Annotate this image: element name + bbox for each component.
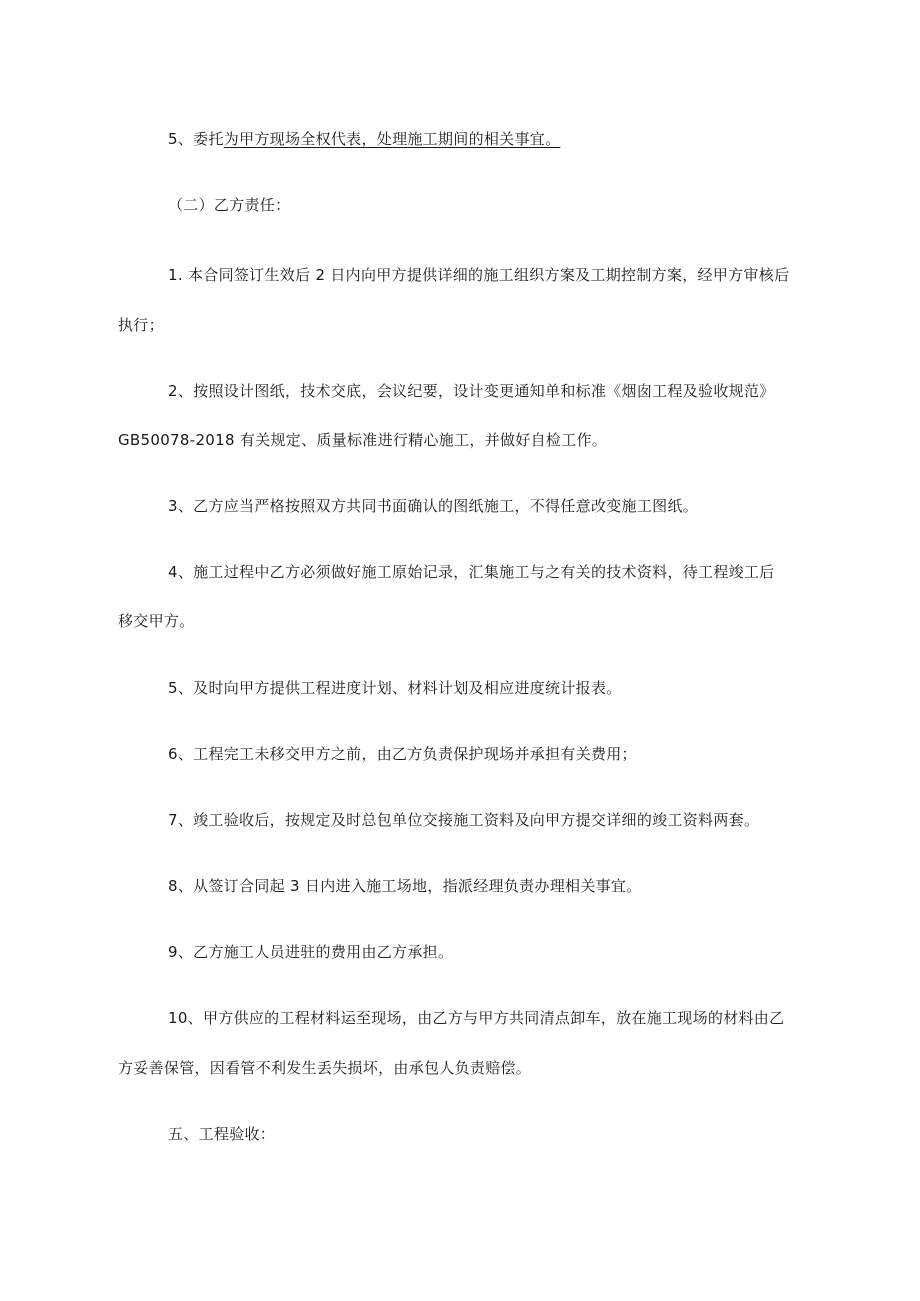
clause-b-1-line2: 执行； <box>118 316 164 334</box>
clause-text: 委托 <box>193 130 224 148</box>
clause-b-1-line1: 1. 本合同签订生效后 2 日内向甲方提供详细的施工组织方案及工期控制方案，经甲方审核后 <box>168 266 790 284</box>
clause-text-underlined: 为甲方现场全权代表，处理施工期间的相关事宜。 <box>223 130 561 148</box>
clause-a-5 <box>168 129 560 149</box>
clause-b-6: 6、工程完工未移交甲方之前，由乙方负责保护现场并承担有关费用； <box>168 745 637 763</box>
clause-b-2-line2: GB50078-2018 有关规定、质量标准进行精心施工，并做好自检工作。 <box>118 431 608 449</box>
clause-b-10-line1: 10、甲方供应的工程材料运至现场，由乙方与甲方共同清点卸车，放在施工现场的材料由乙 <box>168 1009 785 1027</box>
clause-b-4-line2: 移交甲方。 <box>118 612 195 630</box>
clause-b-10-line2: 方妥善保管，因看管不利发生丢失损坏，由承包人负责赔偿。 <box>118 1059 532 1077</box>
clause-b-4-line1: 4、施工过程中乙方必须做好施工原始记录，汇集施工与之有关的技术资料，待工程竣工后 <box>168 563 775 581</box>
clause-b-7: 7、竣工验收后，按规定及时总包单位交接施工资料及向甲方提交详细的竣工资料两套。 <box>168 811 760 829</box>
clause-b-3: 3、乙方应当严格按照双方共同书面确认的图纸施工，不得任意改变施工图纸。 <box>168 497 699 515</box>
clause-number: 5、 <box>168 130 194 148</box>
section-heading-party-b: （二）乙方责任： <box>168 196 291 214</box>
clause-b-9: 9、乙方施工人员进驻的费用由乙方承担。 <box>168 943 454 961</box>
clause-b-8: 8、从签订合同起 3 日内进入施工场地，指派经理负责办理相关事宜。 <box>168 877 642 895</box>
clause-b-2-line1: 2、按照设计图纸，技术交底，会议纪要，设计变更通知单和标准《烟囱工程及验收规范》 <box>168 382 775 400</box>
clause-b-5: 5、及时向甲方提供工程进度计划、材料计划及相应进度统计报表。 <box>168 679 622 697</box>
section-heading-acceptance: 五、工程验收： <box>168 1125 276 1143</box>
